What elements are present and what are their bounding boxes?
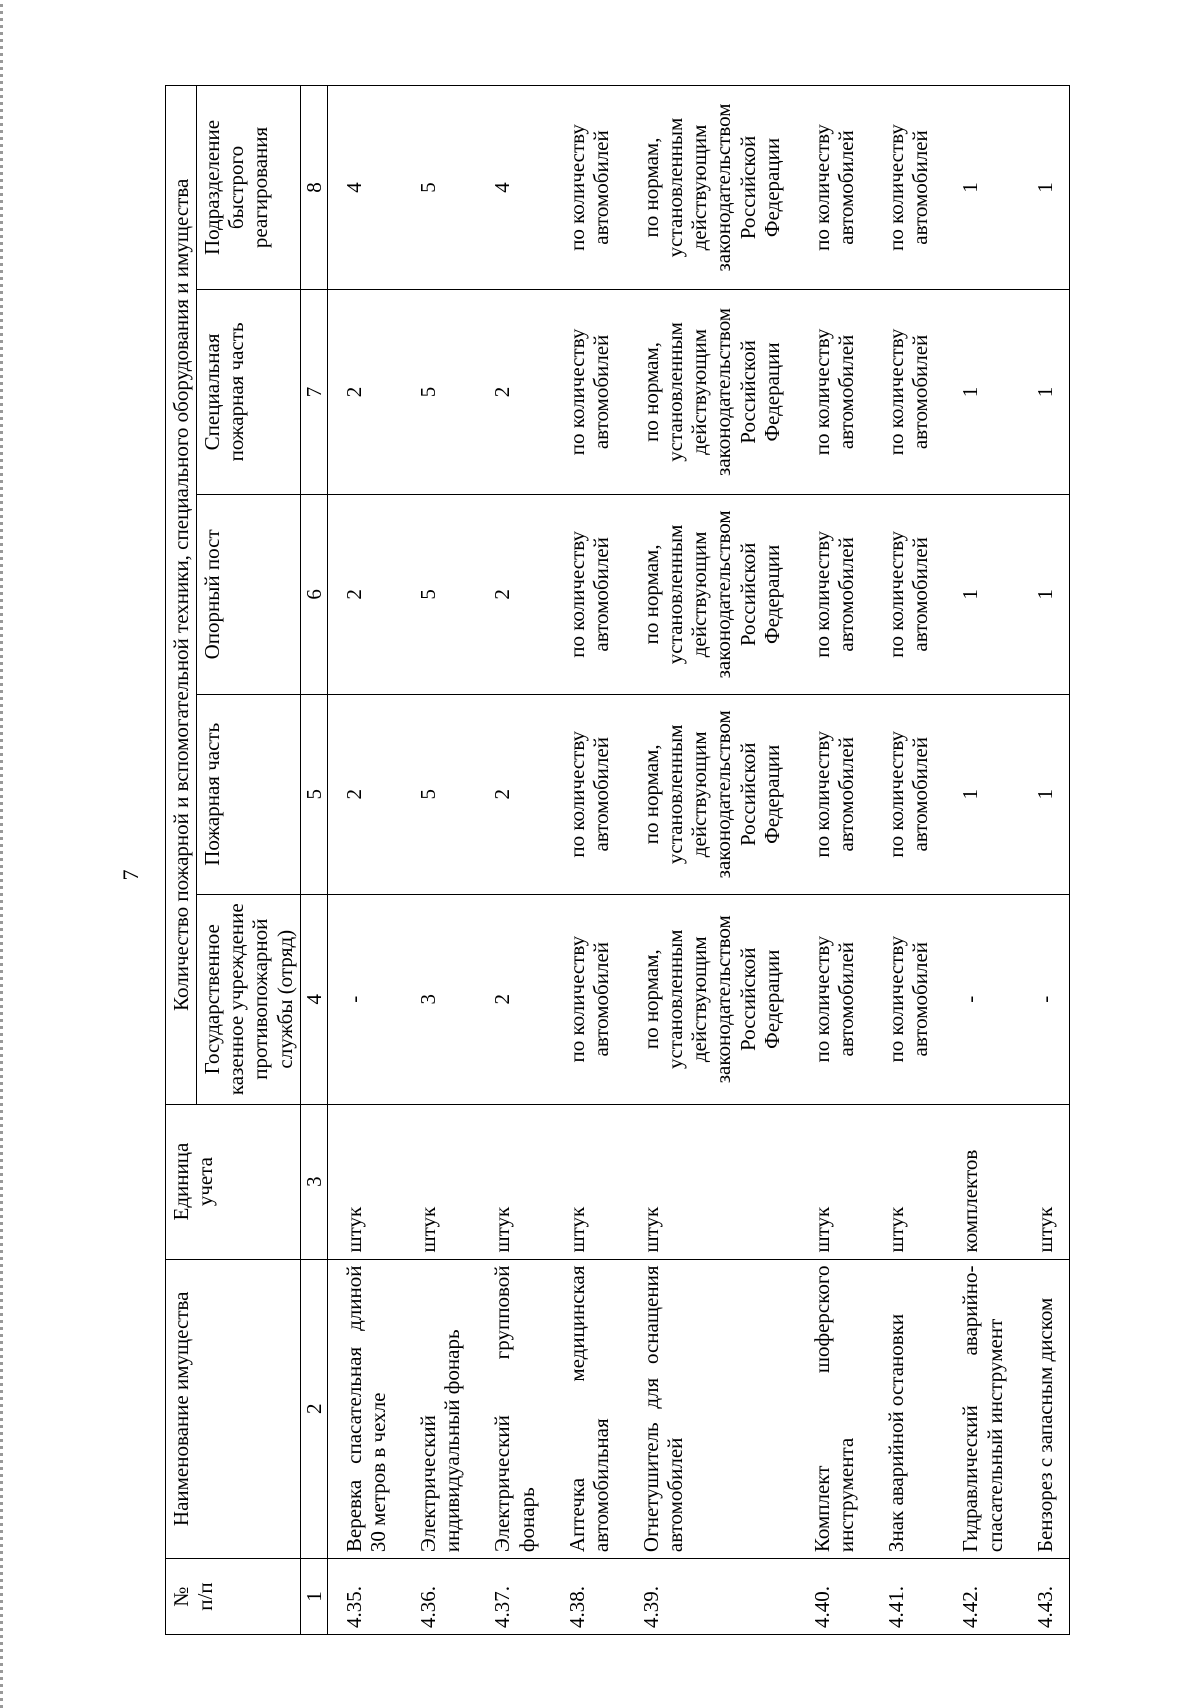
row-value-gku: - (327, 894, 402, 1104)
row-value-gku: по количеству автомобилей (796, 894, 870, 1104)
row-unit: штук (551, 1104, 625, 1259)
row-value-pch: по количеству автомобилей (551, 694, 625, 894)
row-unit: штук (870, 1104, 944, 1259)
row-value-pbr: по нормам, установленным действующим законодательством Российской Федерации (625, 86, 796, 290)
row-name: Огнетушитель для оснащения автомобилей (625, 1259, 796, 1559)
column-number: 6 (300, 494, 327, 694)
table-row (796, 86, 870, 1635)
row-value-pch: по нормам, установленным действующим законодательством Российской Федерации (625, 694, 796, 894)
row-value-op: 5 (402, 494, 476, 694)
row-unit: штук (1019, 1104, 1070, 1259)
row-value-pbr: 4 (476, 86, 550, 290)
row-value-pbr: по количеству автомобилей (551, 86, 625, 290)
header-name: Наименование имущества (166, 1259, 301, 1559)
row-value-gku: по нормам, установленным действующим законодательством Российской Федерации (625, 894, 796, 1104)
row-value-spch: 1 (1019, 289, 1070, 494)
table-row (402, 86, 476, 1635)
row-value-gku: 2 (476, 894, 550, 1104)
row-name: Гидравлический аварийно-спасательный инструмент (944, 1259, 1018, 1559)
row-value-gku: 3 (402, 894, 476, 1104)
row-value-op: 1 (1019, 494, 1070, 694)
row-number: 4.35. (327, 1559, 402, 1635)
row-unit: штук (796, 1104, 870, 1259)
row-value-spch: 2 (476, 289, 550, 494)
row-value-pbr: 4 (327, 86, 402, 290)
header-group: Количество пожарной и вспомогательной техники, специального оборудования и имущества (166, 86, 197, 1105)
row-value-pbr: по количеству автомобилей (796, 86, 870, 290)
row-value-spch: по количеству автомобилей (870, 289, 944, 494)
header-sub-op: Опорный пост (197, 494, 301, 694)
row-value-pch: 2 (476, 694, 550, 894)
column-number: 3 (300, 1104, 327, 1259)
equipment-table (165, 85, 1070, 1635)
row-value-op: по количеству автомобилей (551, 494, 625, 694)
row-value-op: 2 (476, 494, 550, 694)
row-value-op: по количеству автомобилей (796, 494, 870, 694)
header-sub-pbr: Подразделение быстрого реагирования (197, 86, 301, 290)
row-value-pbr: по количеству автомобилей (870, 86, 944, 290)
column-number: 8 (300, 86, 327, 290)
table-row (476, 86, 550, 1635)
header-sub-spch: Специальная пожарная часть (197, 289, 301, 494)
table-row (625, 86, 796, 1635)
row-number: 4.42. (944, 1559, 1018, 1635)
row-name: Веревка спасательная длиной 30 метров в чехле (327, 1259, 402, 1559)
row-value-gku: по количеству автомобилей (870, 894, 944, 1104)
row-unit: штук (402, 1104, 476, 1259)
row-value-op: по нормам, установленным действующим законодательством Российской Федерации (625, 494, 796, 694)
row-name: Знак аварийной остановки (870, 1259, 944, 1559)
row-value-gku: по количеству автомобилей (551, 894, 625, 1104)
header-unit: Единица учета (166, 1104, 301, 1259)
table-row (551, 86, 625, 1635)
row-unit: штук (625, 1104, 796, 1259)
row-value-pch: по количеству автомобилей (870, 694, 944, 894)
row-value-pch: 2 (327, 694, 402, 894)
row-value-pbr: 5 (402, 86, 476, 290)
row-unit: комплектов (944, 1104, 1018, 1259)
row-number: 4.43. (1019, 1559, 1070, 1635)
row-value-pch: 1 (944, 694, 1018, 894)
row-value-pbr: 1 (944, 86, 1018, 290)
header-no: № п/п (166, 1559, 301, 1635)
column-number: 4 (300, 894, 327, 1104)
scan-edge (0, 0, 3, 1708)
row-value-spch: по количеству автомобилей (551, 289, 625, 494)
row-value-op: по количеству автомобилей (870, 494, 944, 694)
table-row (944, 86, 1018, 1635)
table-row (327, 86, 402, 1635)
row-name: Электрический индивидуальный фонарь (402, 1259, 476, 1559)
header-sub-pch: Пожарная часть (197, 694, 301, 894)
row-number: 4.39. (625, 1559, 796, 1635)
row-value-spch: 2 (327, 289, 402, 494)
row-unit: штук (327, 1104, 402, 1259)
row-value-spch: 5 (402, 289, 476, 494)
row-value-spch: 1 (944, 289, 1018, 494)
row-number: 4.37. (476, 1559, 550, 1635)
row-value-spch: по количеству автомобилей (796, 289, 870, 494)
row-name: Комплект шоферского инструмента (796, 1259, 870, 1559)
column-number: 7 (300, 289, 327, 494)
column-number: 1 (300, 1559, 327, 1635)
table-row (1019, 86, 1070, 1635)
row-value-gku: - (1019, 894, 1070, 1104)
row-value-pch: 5 (402, 694, 476, 894)
row-unit: штук (476, 1104, 550, 1259)
row-value-pbr: 1 (1019, 86, 1070, 290)
row-value-pch: 1 (1019, 694, 1070, 894)
row-name: Электрический групповой фонарь (476, 1259, 550, 1559)
header-sub-gku: Государственное казенное учреждение противопожарной службы (отряд) (197, 894, 301, 1104)
row-value-pch: по количеству автомобилей (796, 694, 870, 894)
row-value-op: 1 (944, 494, 1018, 694)
row-number: 4.41. (870, 1559, 944, 1635)
row-number: 4.36. (402, 1559, 476, 1635)
column-number: 2 (300, 1259, 327, 1559)
row-value-op: 2 (327, 494, 402, 694)
row-number: 4.40. (796, 1559, 870, 1635)
table-row (870, 86, 944, 1635)
table-body (327, 86, 1069, 1635)
page-number: 7 (118, 869, 143, 881)
row-number: 4.38. (551, 1559, 625, 1635)
row-name: Бензорез с запасным диском (1019, 1259, 1070, 1559)
column-number: 5 (300, 694, 327, 894)
row-value-spch: по нормам, установленным действующим законодательством Российской Федерации (625, 289, 796, 494)
row-value-gku: - (944, 894, 1018, 1104)
row-name: Аптечка медицинская автомобильная (551, 1259, 625, 1559)
rotated-page (165, 85, 1200, 1635)
